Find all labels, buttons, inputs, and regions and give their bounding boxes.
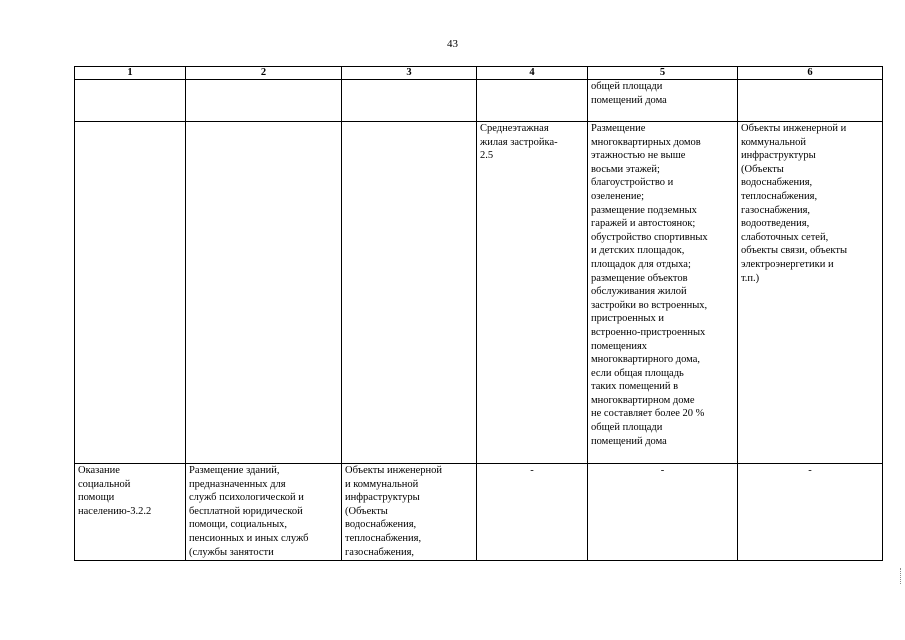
cell-text: Оказание социальной помощи населению-3.2.2 bbox=[78, 465, 152, 517]
column-header-2: 2 bbox=[186, 67, 342, 80]
table-cell bbox=[342, 80, 477, 122]
table-cell bbox=[738, 122, 883, 464]
table-cell bbox=[588, 80, 738, 122]
table-row bbox=[75, 122, 883, 464]
column-header-4: 4 bbox=[477, 67, 588, 80]
column-header-3: 3 bbox=[342, 67, 477, 80]
cell-text: - bbox=[808, 465, 812, 476]
column-header-1: 1 bbox=[75, 67, 186, 80]
table-header-row bbox=[75, 67, 883, 80]
cell-text: Объекты инженерной и коммунальной инфраструктуры (Объекты водоснабжения, теплоснабжения, газоснабжения, водоотведения, слаботочных сетей, объекты связи, объекты электроэнергетики и т.п.) bbox=[741, 123, 848, 284]
table-cell bbox=[477, 80, 588, 122]
table-cell bbox=[186, 80, 342, 122]
column-header-5: 5 bbox=[588, 67, 738, 80]
table-cell bbox=[477, 122, 588, 464]
table-cell bbox=[342, 464, 477, 561]
cell-text: общей площади помещений дома bbox=[591, 81, 667, 106]
table-cell bbox=[75, 80, 186, 122]
table-cell bbox=[738, 464, 883, 561]
cell-text: Размещение зданий, предназначенных для служб психологической и бесплатной юридической помощи, социальных, пенсионных и иных служб (службы занятости bbox=[189, 465, 309, 558]
cell-text: - bbox=[530, 465, 534, 476]
table-cell bbox=[186, 464, 342, 561]
table-cell bbox=[738, 80, 883, 122]
table-cell bbox=[588, 122, 738, 464]
table-row bbox=[75, 464, 883, 561]
cell-text: Среднеэтажная жилая застройка- 2.5 bbox=[480, 123, 558, 162]
table-cell bbox=[477, 464, 588, 561]
table-cell bbox=[75, 464, 186, 561]
table-row bbox=[75, 80, 883, 122]
cell-text: Размещение многоквартирных домов этажностью не выше восьми этажей; благоустройство и озеленение; размещение подземных гаражей и автостоянок; обустройство спортивных и детских площадок, площадок для отдыха; размещение объектов обслуживания жилой застройки во встроенных, пристроенных и встроенно-пристроенных помещениях многоквартирного дома, если общая площадь таких помещений в многоквартирном доме не составляет более 20 % общей площади помещений дома bbox=[591, 123, 708, 447]
table-cell bbox=[342, 122, 477, 464]
table-cell bbox=[186, 122, 342, 464]
cell-text: Объекты инженерной и коммунальной инфраструктуры (Объекты водоснабжения, теплоснабжения, газоснабжения, bbox=[345, 465, 443, 558]
column-header-6: 6 bbox=[738, 67, 883, 80]
table-cell bbox=[75, 122, 186, 464]
table-cell bbox=[588, 464, 738, 561]
scan-artifact-mark bbox=[900, 568, 903, 584]
page-number: 43 bbox=[447, 38, 458, 50]
cell-text: - bbox=[660, 465, 665, 476]
land-use-table bbox=[74, 66, 883, 561]
